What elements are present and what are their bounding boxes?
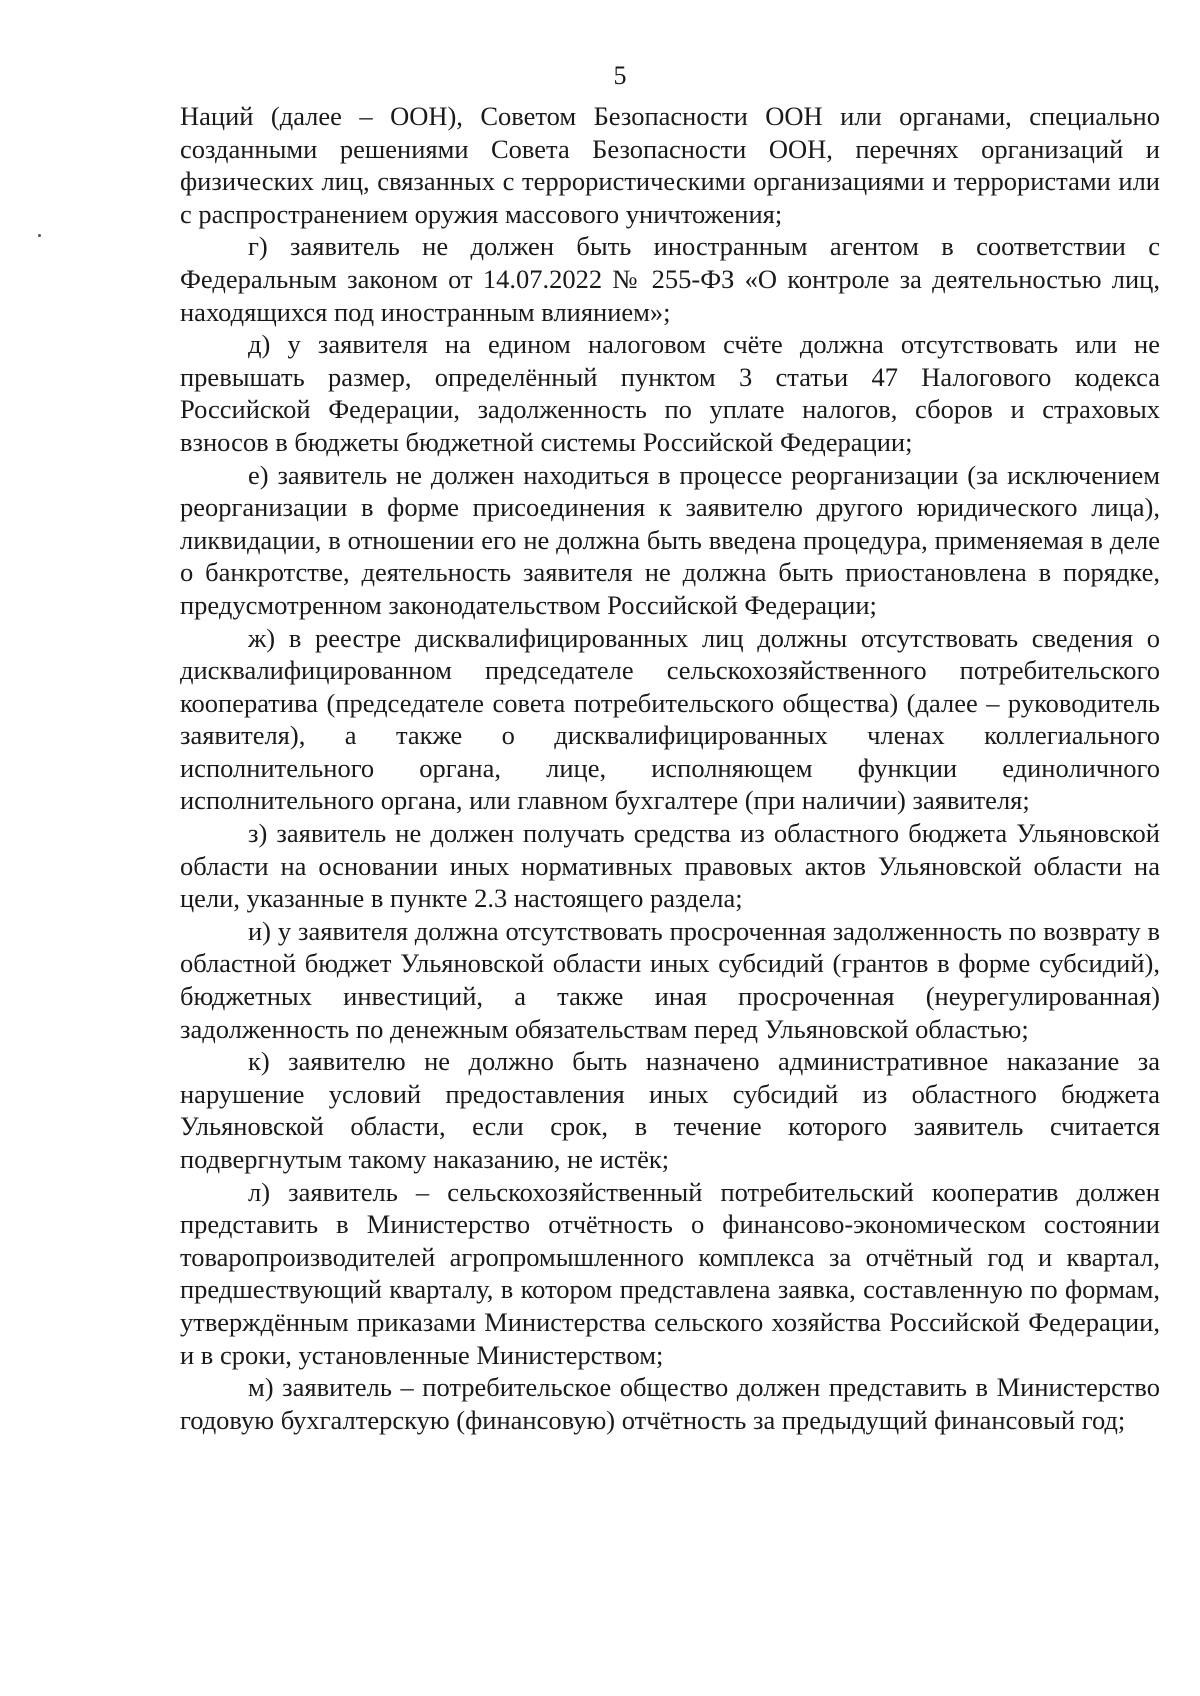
page-number: 5 <box>613 61 627 90</box>
paragraph-item-d: д) у заявителя на едином налоговом счёте должна отсутствовать или не превышать размер, определённый пунктом 3 статьи 47 Налогового кодекса Российской Федерации, задолженность по уплате налогов, сборов и страховых взносов в бюджеты бюджетной системы Российской Федерации; <box>180 329 1160 457</box>
paragraph-continuation-un-lists: Наций (далее – ООН), Советом Безопасности ООН или органами, специально созданными решениями Совета Безопасности ООН, перечнях организаций и физических лиц, связанных с террористическими организациями и террористами или с распространением оружия массового уничтожения; <box>180 101 1160 229</box>
document-body <box>180 100 1160 1436</box>
paragraph-item-zh: ж) в реестре дисквалифицированных лиц должны отсутствовать сведения о дисквалифицированном председателе сельскохозяйственного потребительского кооператива (председателе совета потребительского общества) (далее – руководитель заявителя), а также о дисквалифицированных членах коллегиального исполнительного органа, лице, исполняющем функции единоличного исполнительного органа, или главном бухгалтере (при наличии) заявителя; <box>180 622 1160 816</box>
paragraph-item-g: г) заявитель не должен быть иностранным агентом в соответствии с Федеральным законом от 14.07.2022 № 255-ФЗ «О контроле за деятельностью лиц, находящихся под иностранным влиянием»; <box>180 231 1160 327</box>
paragraph-item-e: е) заявитель не должен находиться в процессе реорганизации (за исключением реорганизации в форме присоединения к заявителю другого юридического лица), ликвидации, в отношении его не должна быть введена процедура, применяемая в деле о банкротстве, деятельность заявителя не должна быть приостановлена в порядке, предусмотренном законодательством Российской Федерации; <box>180 459 1160 620</box>
paragraph-item-i: и) у заявителя должна отсутствовать просроченная задолженность по возврату в областной бюджет Ульяновской области иных субсидий (грантов в форме субсидий), бюджетных инвестиций, а также иная просроченная (неурегулированная) задолженность по денежным обязательствам перед Ульяновской областью; <box>180 915 1160 1044</box>
paragraph-item-m: м) заявитель – потребительское общество должен представить в Министерство годовую бухгалтерскую (финансовую) отчётность за предыдущий финансовый год; <box>180 1372 1160 1435</box>
scan-artifact-dot <box>38 234 41 237</box>
paragraph-item-z: з) заявитель не должен получать средства из областного бюджета Ульяновской области на основании иных нормативных правовых актов Ульяновской области на цели, указанные в пункте 2.3 настоящего раздела; <box>180 818 1160 914</box>
paragraph-item-k: к) заявителю не должно быть назначено административное наказание за нарушение условий предоставления иных субсидий из областного бюджета Ульяновской области, если срок, в течение которого заявитель считается подвергнутым такому наказанию, не истёк; <box>180 1046 1160 1174</box>
paragraph-item-l: л) заявитель – сельскохозяйственный потребительский кооператив должен представить в Министерство отчётность о финансово-экономическом состоянии товаропроизводителей агропромышленного комплекса за отчётный год и квартал, предшествующий кварталу, в котором представлена заявка, составленную по формам, утверждённым приказами Министерства сельского хозяйства Российской Федерации, и в сроки, установленные Министерством; <box>180 1176 1160 1370</box>
